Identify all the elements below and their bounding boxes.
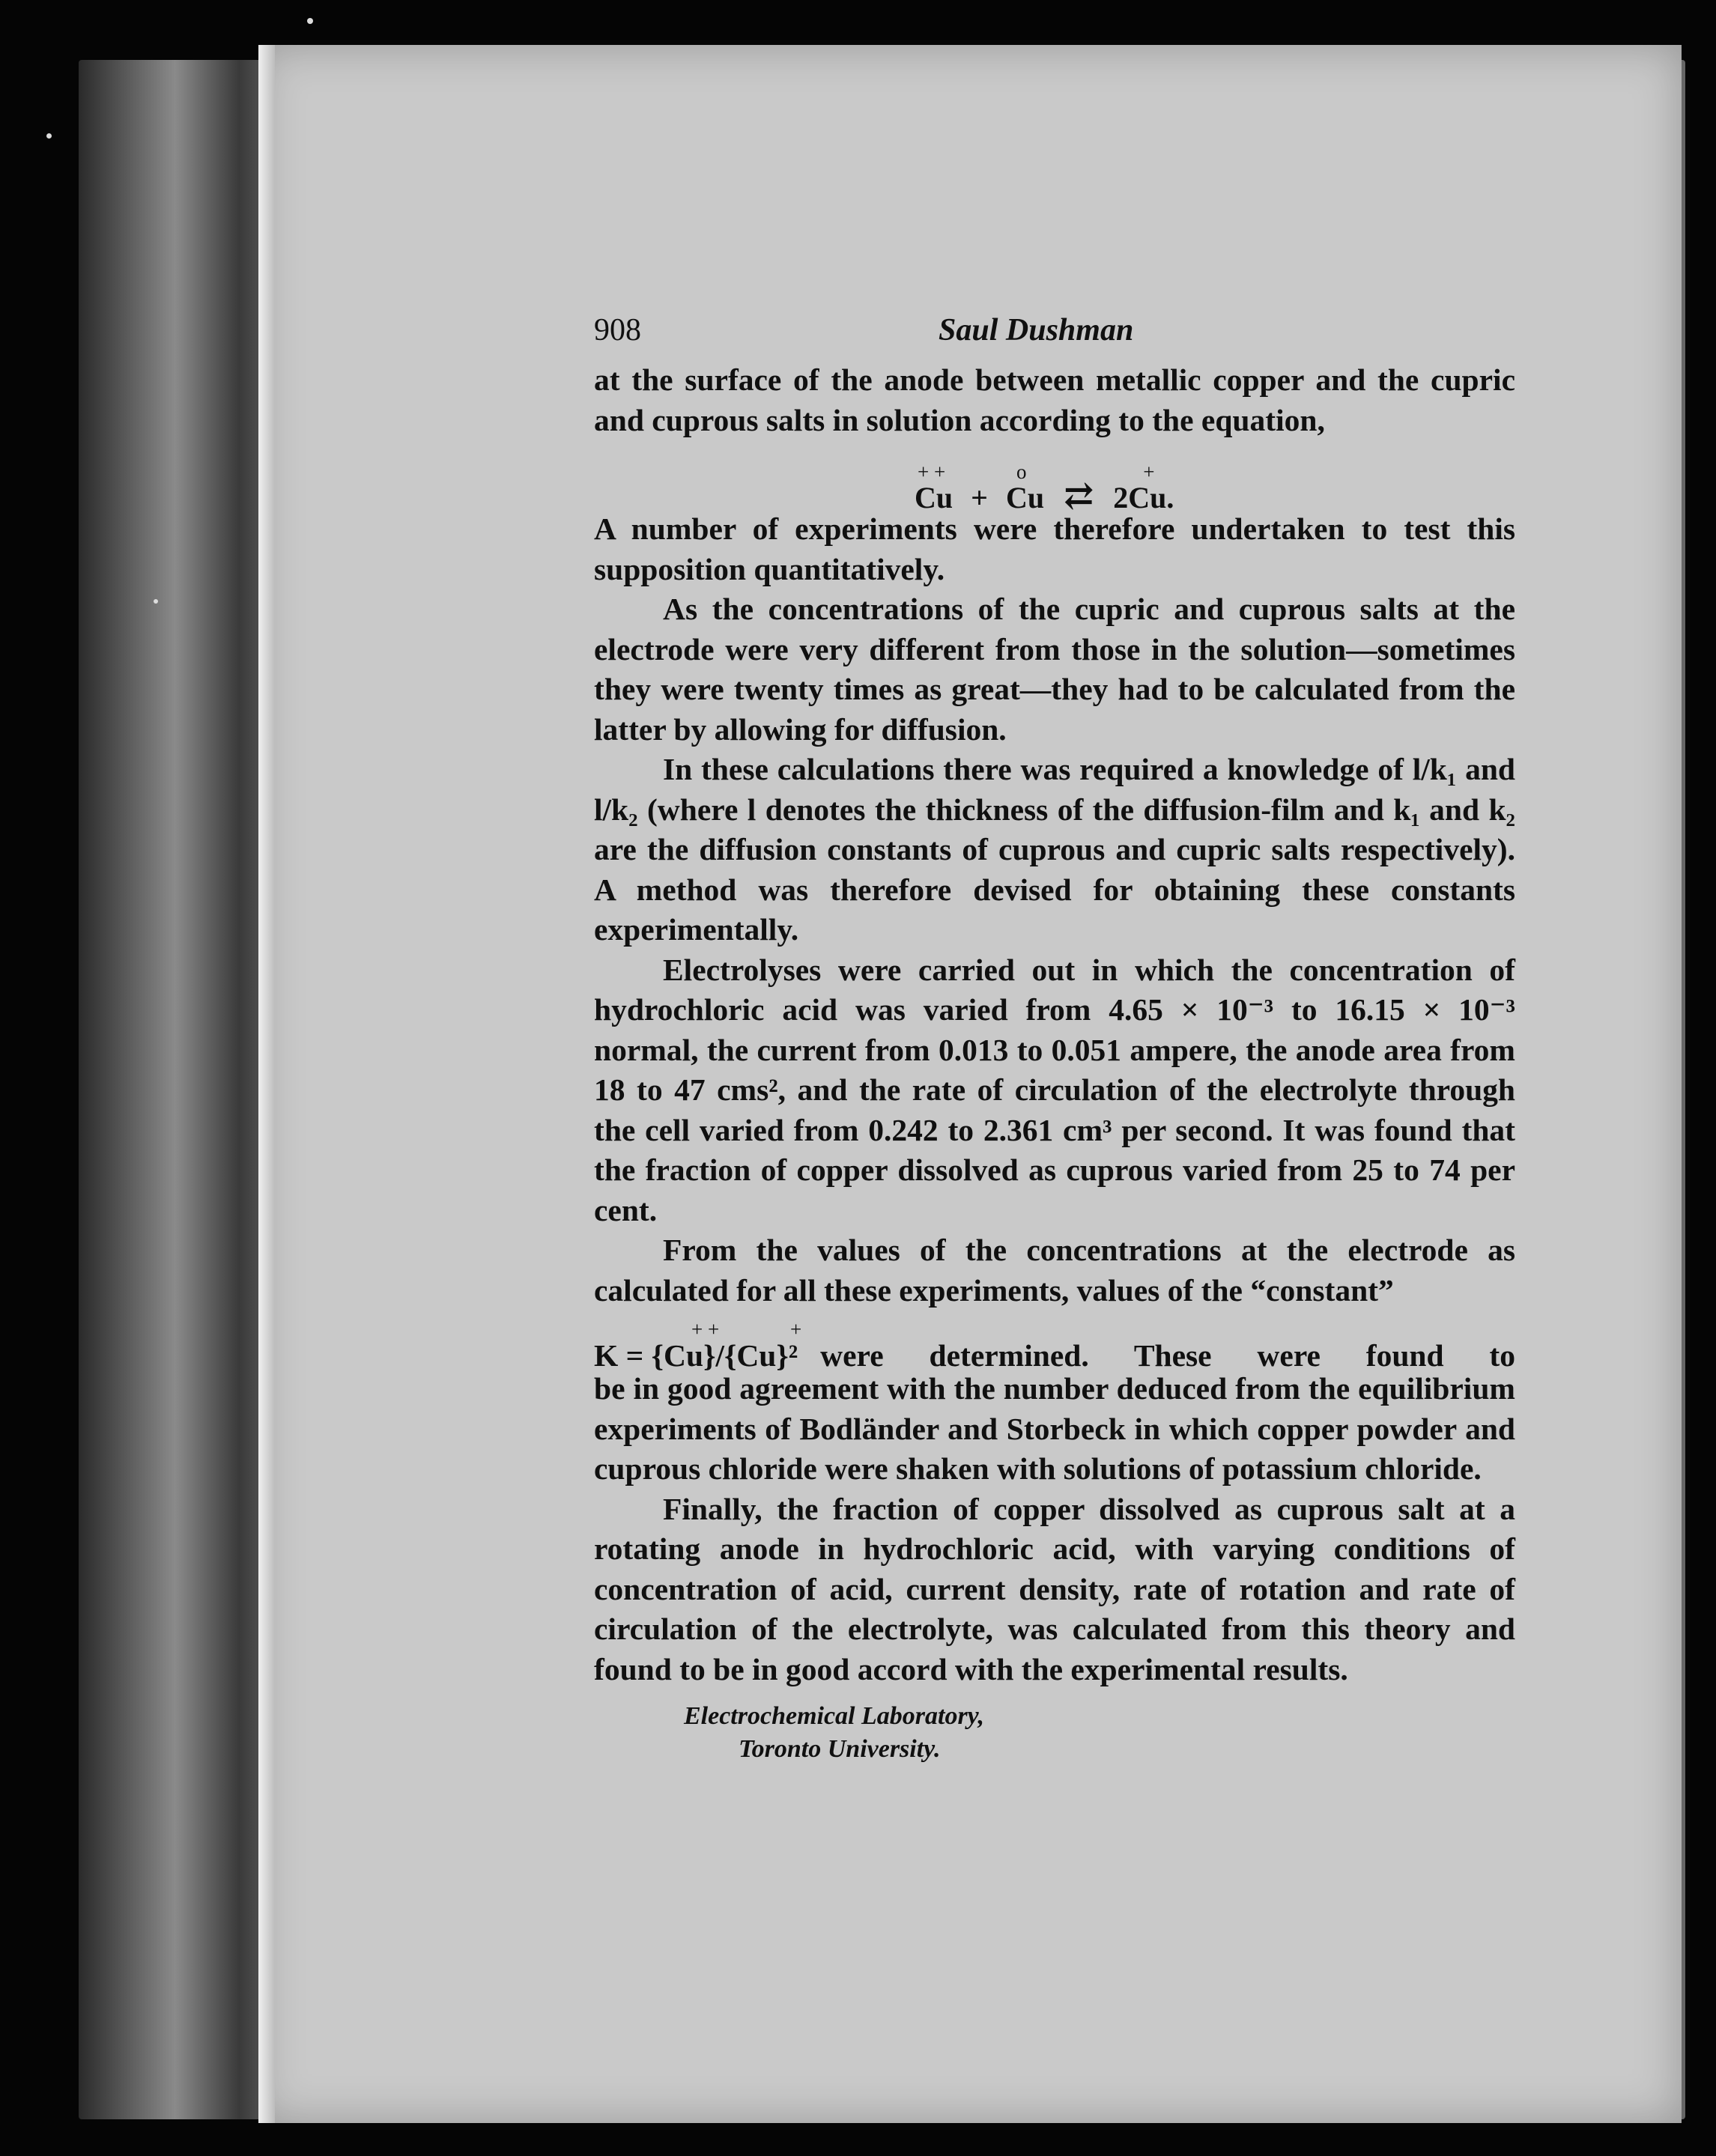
- dust-speck: [46, 133, 52, 139]
- text-block: [594, 303, 1515, 1766]
- k-line-text: were determined. These were found to: [820, 1338, 1515, 1373]
- affiliation: [594, 1700, 1515, 1766]
- k-cupric-charge: + +: [691, 1318, 720, 1340]
- paragraph-2: A number of experiments were therefore undertaken to test this supposition quantitatively.: [594, 511, 1515, 586]
- paragraph-7: be in good agreement with the number deduced from the equilibrium experiments of Bodländer and Storbeck in which copper powder and cuprous chloride were shaken with solutions of potassium chloride.: [594, 1371, 1515, 1486]
- equilibrium-constant-line: [594, 1311, 1515, 1382]
- page-left-edge: [258, 45, 275, 2123]
- equilibrium-arrow-icon: ⇄: [1064, 476, 1094, 516]
- affiliation-line-1: Electrochemical Laboratory,: [684, 1702, 985, 1730]
- cuprous-charge: +: [1143, 461, 1155, 483]
- dust-speck: [154, 599, 158, 604]
- cuprous-symbol: 2Cu.: [1113, 481, 1174, 514]
- running-title: Saul Dushman: [939, 313, 1134, 347]
- paragraph-6: From the values of the concentrations at the electrode as calculated for all these experiments, values of the “constant”: [594, 1233, 1515, 1308]
- paragraph-3: As the concentrations of the cupric and cuprous salts at the electrode were very different from those in the solution—sometimes they were twenty times as great—they had to be calculated from the latter by allowing for diffusion.: [594, 592, 1515, 747]
- affiliation-line-2: Toronto University.: [739, 1735, 941, 1763]
- cupric-symbol: Cu: [915, 481, 953, 514]
- paragraph-1: at the surface of the anode between metallic copper and the cupric and cuprous salts in solution according to the equation,: [594, 362, 1515, 437]
- paragraph-8: Finally, the fraction of copper dissolved as cuprous salt at a rotating anode in hydrochloric acid, with varying conditions of concentration of acid, current density, rate of rotation and rate of circulation of the electrolyte, was calculated from this theory and found to be in good accord with the experimental results.: [594, 1491, 1515, 1686]
- running-head: [594, 303, 1515, 360]
- eq-plus: +: [971, 481, 988, 514]
- dust-speck: [307, 18, 313, 24]
- paragraph-5: Electrolyses were carried out in which the concentration of hydrochloric acid was varied from 4.65 × 10⁻³ to 16.15 × 10⁻³ normal, the current from 0.013 to 0.051 ampere, the anode area from 18 to 47 cms², and the rate of circulation of the electrolyte through the cell varied from 0.242 to 2.361 cm³ per second. It was found that the fraction of copper dissolved as cuprous varied from 25 to 74 per cent.: [594, 952, 1515, 1227]
- k-cuprous-charge: +: [790, 1318, 802, 1340]
- cupric-charge: + +: [918, 461, 946, 483]
- page-number: 908: [594, 313, 641, 347]
- copper-symbol: Cu: [1005, 481, 1045, 514]
- equation-copper-equilibrium: [594, 448, 1515, 516]
- equation-line: [915, 461, 1174, 517]
- k-line: [594, 1318, 1515, 1373]
- metal-charge: o: [1016, 461, 1027, 483]
- k-expression: K = {Cu}/{Cu}²: [594, 1338, 798, 1373]
- paragraph-4: In these calculations there was required a knowledge of l/k₁ and l/k₂ (where l denotes the thickness of the diffusion-film and k₁ and k₂ are the diffusion constants of cuprous and cupric salts respectively). A method was therefore devised for obtaining these constants experimentally.: [594, 752, 1515, 947]
